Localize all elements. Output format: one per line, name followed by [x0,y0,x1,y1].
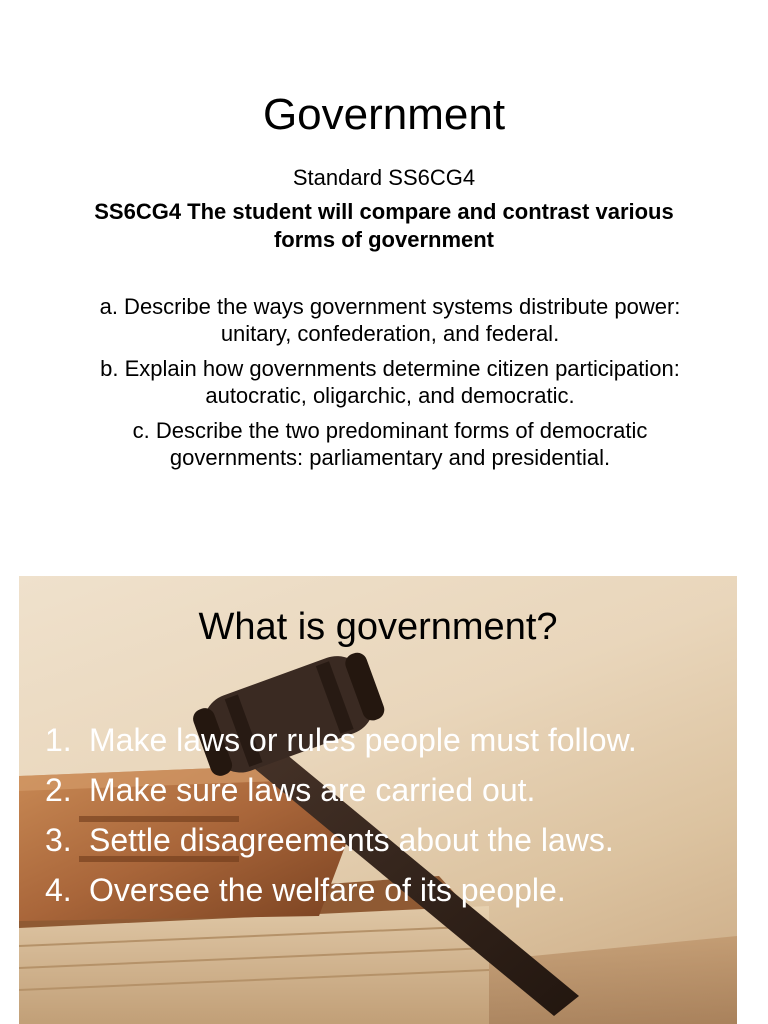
functions-list [45,715,637,915]
standard-description: SS6CG4 The student will compare and contrast various forms of government [94,199,674,252]
list-text: Settle disagreements about the laws. [89,822,614,858]
standard-label: Standard SS6CG4 [292,165,476,190]
list-number: 1. [45,722,72,758]
slide-title: Government [262,90,506,139]
list-item [45,765,637,815]
list-number: 2. [45,772,72,808]
standard-item-b: b. Explain how governments determine citizen participation: autocratic, oligarchic, and democratic. [100,356,680,408]
list-number: 3. [45,822,72,858]
list-text: Make laws or rules people must follow. [89,722,637,758]
government-slide [19,576,737,1024]
question-heading: What is government? [198,606,558,648]
list-item [45,865,637,915]
list-item [45,815,637,865]
standard-item-a: a. Describe the ways government systems distribute power: unitary, confederation, and federal. [99,294,681,346]
list-number: 4. [45,872,72,908]
list-item [45,715,637,765]
list-text: Oversee the welfare of its people. [89,872,566,908]
standard-item-c: c. Describe the two predominant forms of democratic governments: parliamentary and presidential. [132,418,648,470]
list-text: Make sure laws are carried out. [89,772,536,808]
